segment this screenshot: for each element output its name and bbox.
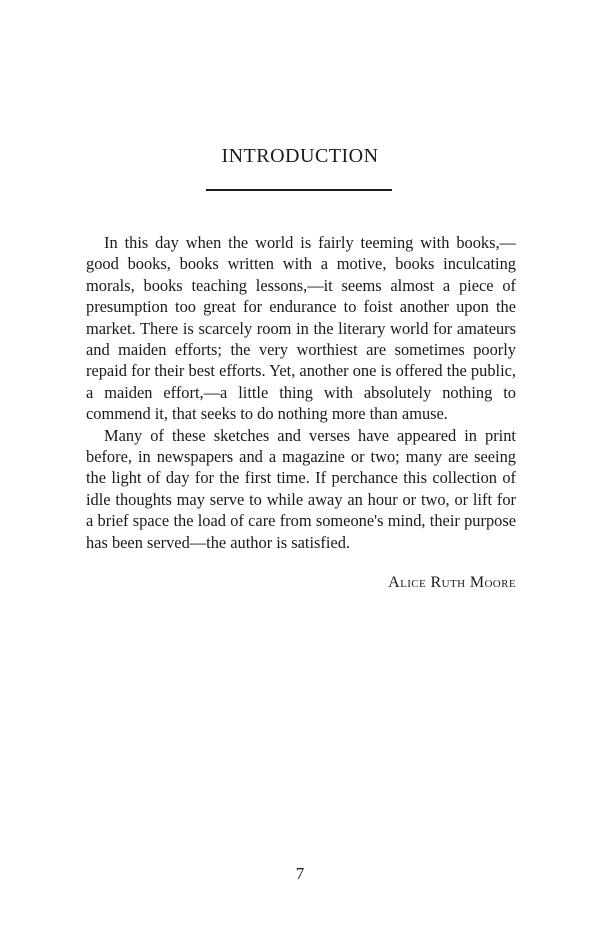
introduction-body <box>86 232 516 553</box>
paragraph-2: Many of these sketches and verses have appeared in print before, in newspapers and a magazine or two; many are seeing the light of day for the first time. If perchance this collection of idle thoughts may serve to while away an hour or two, or lift for a brief space the load of care from someone's mind, their purpose has been served—the author is satisfied. <box>86 425 516 552</box>
author-signature: Alice Ruth Moore <box>388 574 516 591</box>
chapter-heading: INTRODUCTION <box>221 145 379 167</box>
paragraph-1: In this day when the world is fairly teeming with books,—good books, books written with a motive, books inculcating morals, books teaching lessons,—it seems almost a piece of presumption too great for endurance to foist another upon the market. There is scarcely room in the literary world for amateurs and maiden efforts; the very worthiest are sometimes poorly repaid for their best efforts. Yet, another one is offered the public, a maiden effort,—a little thing with absolutely nothing to commend it, that seeks to do nothing more than amuse. <box>86 233 516 424</box>
page-number: 7 <box>295 864 305 883</box>
heading-rule <box>206 189 392 191</box>
